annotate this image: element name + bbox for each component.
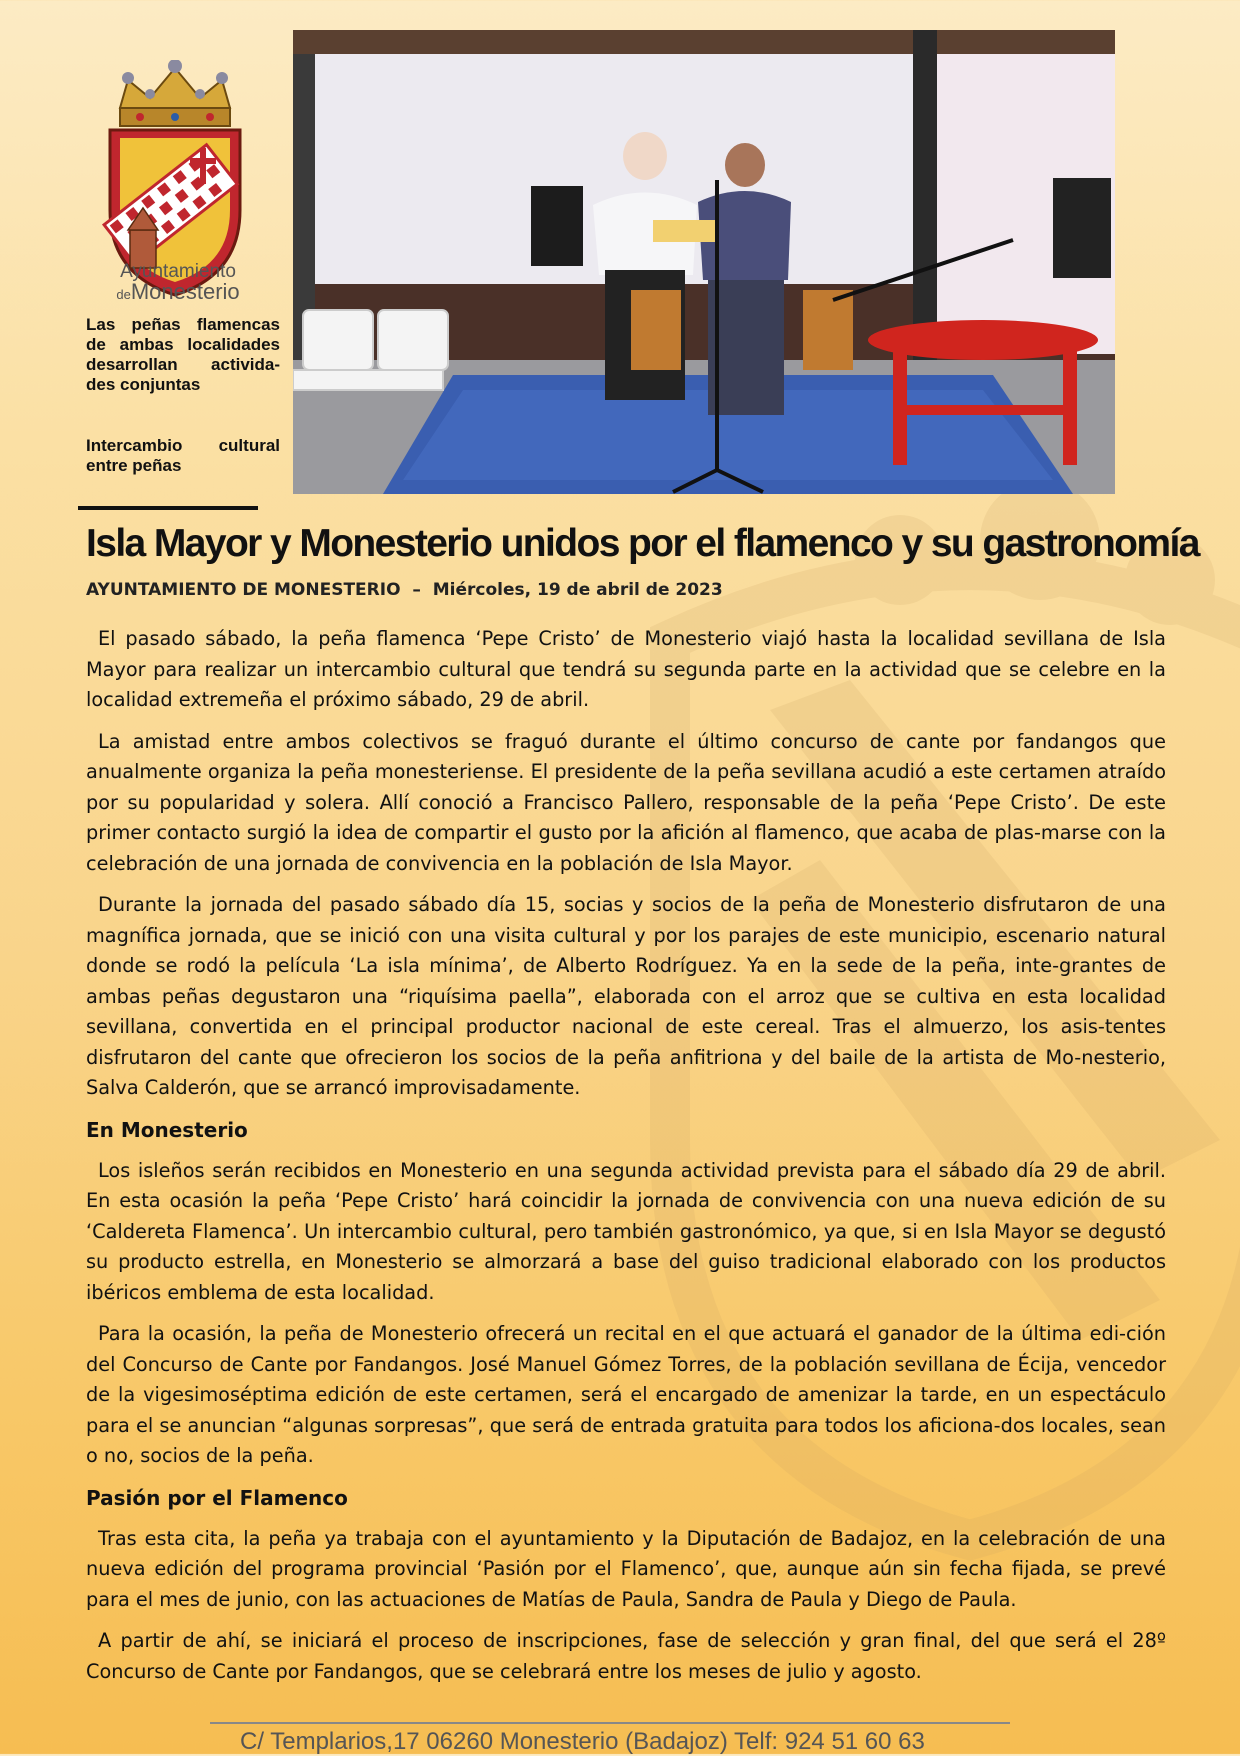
page-title: Isla Mayor y Monesterio unidos por el flamenco y su gastronomía	[86, 522, 1199, 565]
paragraph: Tras esta cita, la peña ya trabaja con el ayuntamiento y la Diputación de Badajoz, en la celebración de una nueva edición del programa provincial ‘Pasión por el Flamenco’, que, aunque aún sin fecha fijada, se prevé para el mes de junio, con las actuaciones de Matías de Paula, Sandra de Paula y Diego de Paula.	[86, 1526, 1166, 1611]
paragraph: Durante la jornada del pasado sábado día 15, socias y socios de la peña de Monesterio disfrutaron de una magnífica jornada, que se inició con una visita cultural y por los parajes de este municipio, escenario natural donde se rodó la película ‘La isla mínima’, de Alberto Rodríguez. Ya en la sede de la peña, inte-grantes de ambas peñas degustaron una “riquísima paella”, elaborada con el arroz que se cultiva en esta localidad sevillana, convertida en el principal productor nacional de este cereal. Tras el almuerzo, los asis-tentes disfrutaron del cante que ofrecieron los socios de la peña anfitriona y del baile de la artista de Mo-nesterio, Salva Calderón, que se arrancó improvisadamente.	[86, 893, 1166, 1099]
logo-line-2-de: de	[116, 287, 131, 302]
paragraph: El pasado sábado, la peña flamenca ‘Pepe Cristo’ de Monesterio viajó hasta la localidad sevillana de Isla Mayor para realizar un intercambio cultural que tendrá su segunda parte en la actividad que se celebre en la localidad extremeña el próximo sábado, 29 de abril.	[86, 627, 1166, 711]
headline-rule	[78, 506, 258, 510]
sidenote-summary: Las peñas flamencas de ambas localidades desarrollan activida-des conjuntas	[86, 315, 280, 394]
logo-line-1: Ayuntamiento	[120, 261, 236, 282]
byline-source: AYUNTAMIENTO DE MONESTERIO	[86, 580, 401, 600]
sidenote-caption: Intercambio cultural entre peñas	[86, 436, 280, 475]
section-heading-pasion-flamenco: Pasión por el Flamenco	[86, 1485, 348, 1510]
logo-wordmark	[78, 262, 278, 303]
footer-rule	[210, 1722, 1010, 1724]
logo-line-2	[78, 281, 278, 303]
byline	[86, 580, 723, 600]
paragraph: Los isleños serán recibidos en Monesterio en una segunda actividad prevista para el sábado día 29 de abril. En esta ocasión la peña ‘Pepe Cristo’ hará coincidir la jornada de convivencia con una nueva edición de su ‘Caldereta Flamenca’. Un intercambio cultural, pero también gastronómico, ya que, si en Isla Mayor se degustó su producto estrella, en Monesterio se almorzará a base del guiso tradicional elaborado con los productos ibéricos emblema de esta localidad.	[86, 1158, 1166, 1304]
paragraph: La amistad entre ambos colectivos se fraguó durante el último concurso de cante por fandangos que anualmente organiza la peña monesteriense. El presidente de la peña sevillana acudió a este certamen atraído por su popularidad y solera. Allí conoció a Francisco Pallero, responsable de la peña ‘Pepe Cristo’. De este primer contacto surgió la idea de compartir el gusto por la afición al flamenco, que acaba de plas-marse con la celebración de una jornada de convivencia en la población de Isla Mayor.	[86, 729, 1166, 875]
section-heading-en-monesterio: En Monesterio	[86, 1117, 248, 1142]
footer-address: C/ Templarios,17 06260 Monesterio (Badajoz) Telf: 924 51 60 63	[240, 1728, 925, 1755]
logo-line-2-name: Monesterio	[130, 279, 240, 304]
event-photo	[293, 30, 1115, 494]
byline-date: Miércoles, 19 de abril de 2023	[432, 580, 723, 600]
paragraph: A partir de ahí, se iniciará el proceso de inscripciones, fase de selección y gran final, del que será el 28º Concurso de Cante por Fandangos, que se celebrará entre los meses de julio y agosto.	[86, 1629, 1166, 1683]
paragraph: Para la ocasión, la peña de Monesterio ofrecerá un recital en el que actuará el ganador de la última edi-ción del Concurso de Cante por Fandangos. José Manuel Gómez Torres, de la población sevillana de Écija, vencedor de la vigesimoséptima edición de este certamen, será el encargado de amenizar la tarde, en un espectáculo para el se anuncian “algunas sorpresas”, que será de entrada gratuita para todos los aficiona-dos locales, sean o no, socios de la peña.	[86, 1322, 1166, 1467]
article-body	[86, 624, 1166, 1698]
byline-separator: –	[412, 580, 421, 600]
